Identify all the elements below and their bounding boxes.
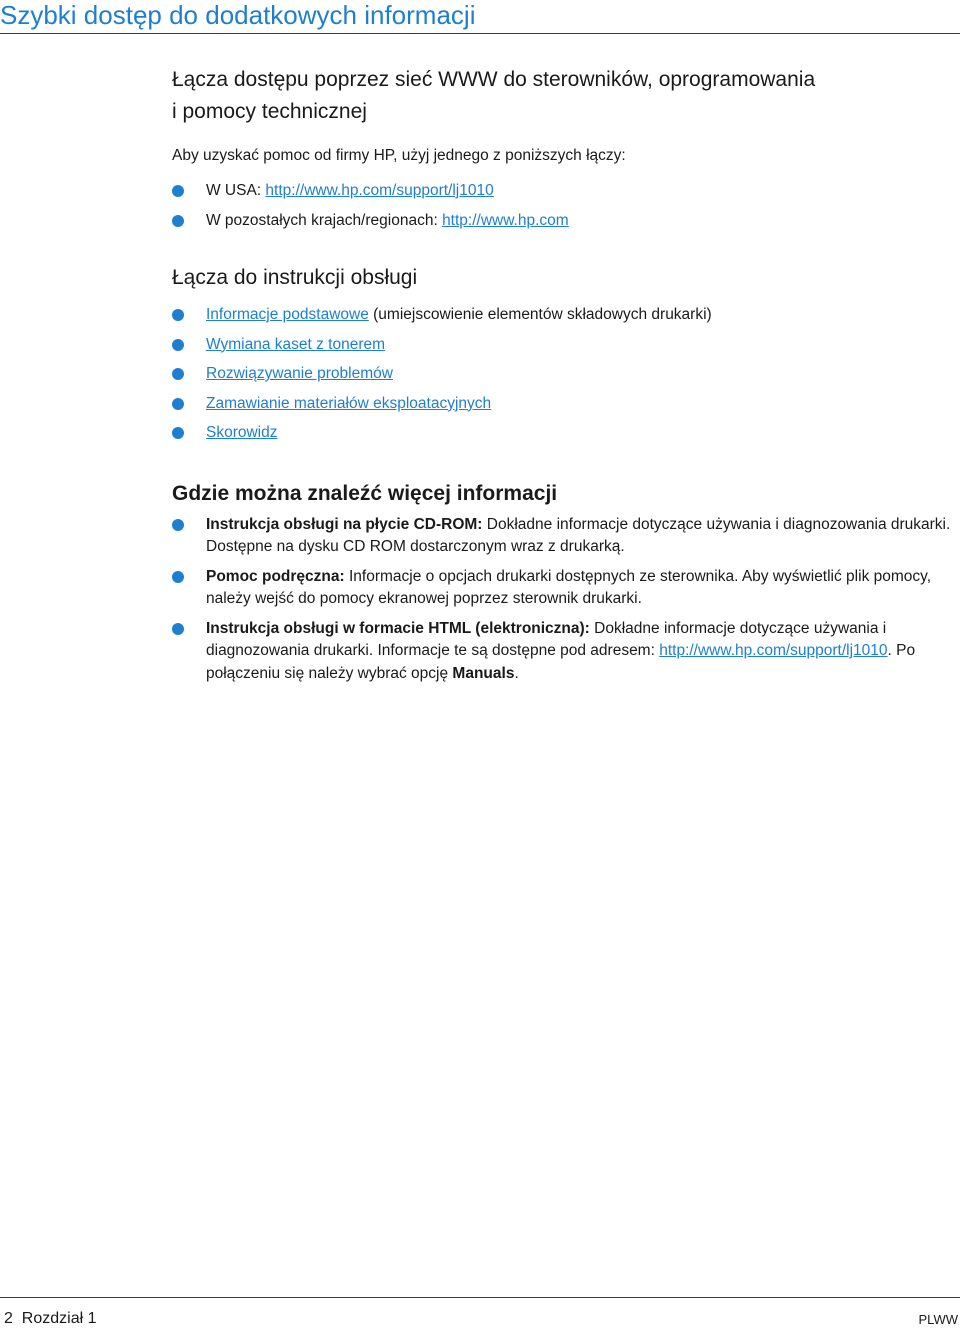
item-text-after: . Po połączeniu się należy wybrać opcję [206,642,916,682]
item-title: Pomoc podręczna: [206,567,345,585]
list-item [172,418,958,448]
international-support-link[interactable]: http://www.hp.com [442,211,569,229]
item-title: Instrukcja obsługi w formacie HTML (elektroniczna): [206,619,590,637]
list-item [172,330,958,360]
list-item [172,618,958,686]
footer-page-info [4,1310,97,1328]
footer-code: PLWW [918,1312,958,1327]
section-heading-web [172,64,958,128]
section-more-info [172,478,958,686]
bullet-icon [172,185,184,197]
section-heading-manual: Łącza do instrukcji obsługi [172,266,418,289]
troubleshooting-link[interactable]: Rozwiązywanie problemów [206,365,393,382]
list-item [172,389,958,419]
content [172,64,958,692]
bullet-icon [172,339,184,351]
item-text: Dokładne informacje dotyczące używania i diagnozowania drukarki. Informacje te są dostępne pod adresem: [206,619,887,659]
usa-support-link[interactable]: http://www.hp.com/support/lj1010 [265,182,494,199]
html-manual-link[interactable]: http://www.hp.com/support/lj1010 [659,642,888,659]
index-link[interactable]: Skorowidz [206,424,278,441]
item-end: . [514,664,519,682]
page-footer [0,1297,960,1329]
item-title: Instrukcja obsługi na płycie CD-ROM: [206,515,483,533]
section-manual-links [172,262,958,448]
more-info-list [172,514,958,686]
section-heading-more: Gdzie można znaleźć więcej informacji [172,481,558,505]
bullet-icon [172,427,184,439]
bullet-icon [172,368,184,380]
section-heading-web-line1: Łącza dostępu poprzez sieć WWW do sterowników, oprogramowania [172,68,816,91]
page-header [0,0,960,34]
bullet-icon [172,215,184,227]
item-text: Dokładne informacje dotyczące używania i diagnozowania drukarki. Dostępne na dysku CD ROM dostarczonym wraz z drukarką. [206,515,951,555]
chapter-label: Rozdział 1 [21,1310,97,1327]
bullet-icon [172,571,184,583]
list-item [172,566,958,611]
manuals-option: Manuals [452,664,515,682]
section-web-links [172,64,958,235]
bullet-icon [172,398,184,410]
manual-links-list [172,300,958,448]
web-links-list [172,176,958,235]
intro-text: Aby uzyskać pomoc od firmy HP, użyj jednego z poniższych łączy: [172,147,626,164]
section-heading-web-line2: i pomocy technicznej [172,100,367,123]
list-item [172,206,958,236]
item-text: Informacje o opcjach drukarki dostępnych ze sterownika. Aby wyświetlić plik pomocy, należy wejść do pomocy ekranowej poprzez sterownik drukarki. [206,567,932,607]
item-text: W USA: [206,182,266,199]
toner-replacement-link[interactable]: Wymiana kaset z tonerem [206,335,386,353]
list-item [172,514,958,559]
bullet-icon [172,309,184,321]
bullet-icon [172,519,184,531]
page-number: 2 [4,1310,13,1327]
list-item [172,359,958,389]
list-item [172,176,958,206]
list-item [172,300,958,330]
item-suffix: (umiejscowienie elementów składowych drukarki) [368,306,712,323]
basics-link[interactable]: Informacje podstawowe [206,306,369,323]
item-text: W pozostałych krajach/regionach: [206,211,443,229]
bullet-icon [172,623,184,635]
ordering-supplies-link[interactable]: Zamawianie materiałów eksploatacyjnych [206,394,492,412]
page-title: Szybki dostęp do dodatkowych informacji [0,0,476,30]
